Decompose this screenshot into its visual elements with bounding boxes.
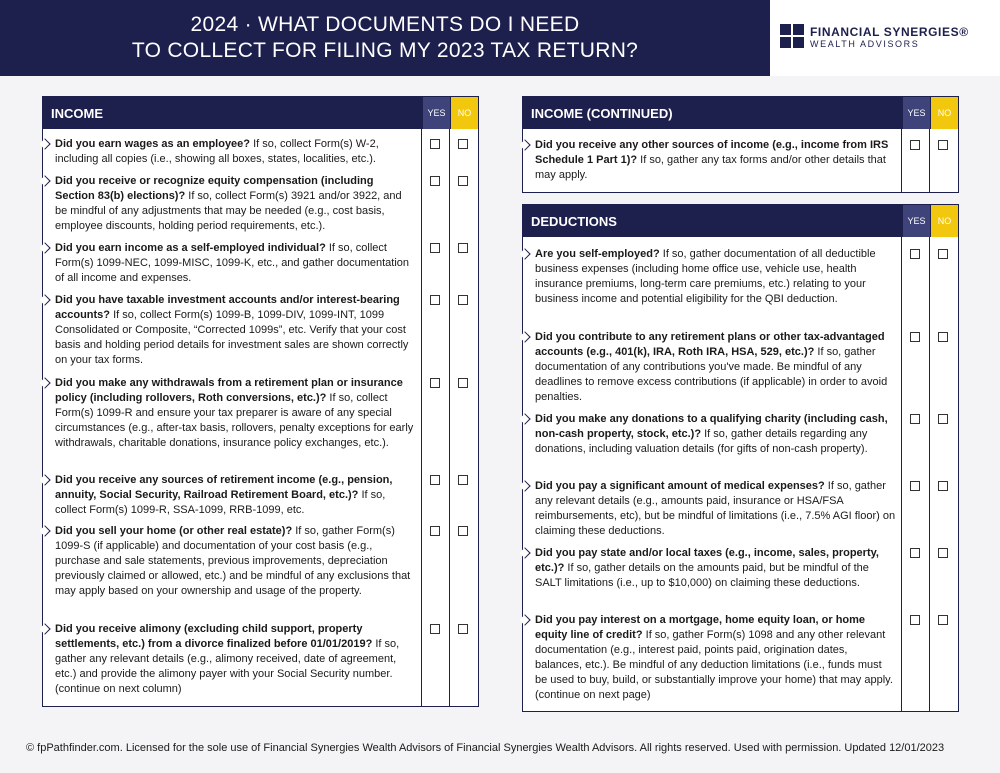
chevron-right-icon <box>39 623 50 634</box>
question-text: Did you have taxable investment accounts and/or interest-bearing accounts? If so, collect Form(s) 1099-B, 1099-DIV, 1099-INT, 1099 Consolidated or Composite, “Corrected 1099s”, etc. Verify that your cost basis and holding period details for investment sales are shown correctly on your tax forms. <box>55 294 409 366</box>
yes-column-header: YES <box>422 97 450 129</box>
chevron-right-icon <box>39 294 50 305</box>
no-column-header: NO <box>930 97 958 129</box>
checklist-item <box>523 479 958 539</box>
deductions-panel <box>522 204 959 712</box>
income-title: INCOME <box>43 97 422 129</box>
yes-checkbox[interactable] <box>430 243 440 253</box>
yes-checkbox[interactable] <box>430 526 440 536</box>
chevron-right-icon <box>39 175 50 186</box>
no-checkbox[interactable] <box>458 243 468 253</box>
question-text: Are you self-employed? If so, gather documentation of all deductible business expenses (including home office use, vehicle use, health insurance premiums, long-term care premiums, etc.) relating to your business income and potential eligibility for the QBI deduction. <box>535 248 876 305</box>
yes-checkbox[interactable] <box>430 295 440 305</box>
question-text: Did you make any withdrawals from a retirement plan or insurance policy (including rollovers, Roth conversions, etc.)? If so, collect Form(s) 1099-R and ensure your tax preparer is aware of any special circumstances (e.g., after-tax basis, rollovers, penalty exceptions for early withdrawals, charitable donations, insurance policy exchanges, etc.). <box>55 377 414 449</box>
logo-squares-icon <box>780 24 804 48</box>
chevron-right-icon <box>519 248 530 259</box>
checklist-item <box>43 622 478 697</box>
no-checkbox[interactable] <box>938 249 948 259</box>
checklist-item <box>43 524 478 599</box>
checklist-item <box>523 412 958 457</box>
yes-column-header: YES <box>902 205 930 237</box>
checklist-item <box>43 174 478 234</box>
yes-checkbox[interactable] <box>910 481 920 491</box>
deductions-header <box>523 205 958 237</box>
checklist-item <box>523 330 958 405</box>
page-title-line-1: 2024 · WHAT DOCUMENTS DO I NEED <box>190 13 580 36</box>
no-checkbox[interactable] <box>458 295 468 305</box>
chevron-right-icon <box>519 139 530 150</box>
chevron-right-icon <box>519 331 530 342</box>
checklist-item <box>523 613 958 703</box>
yes-checkbox[interactable] <box>910 332 920 342</box>
question-text: Did you receive any sources of retirement income (e.g., pension, annuity, Social Security, Railroad Retirement Board, etc.)? If so, collect Form(s) 1099-R, SSA-1099, RRB-1099, etc. <box>55 474 393 516</box>
no-checkbox[interactable] <box>458 176 468 186</box>
chevron-right-icon <box>39 377 50 388</box>
checklist-item <box>523 247 958 307</box>
question-text: Did you receive or recognize equity compensation (including Section 83(b) elections)? If so, collect Form(s) 3921 and/or 3922, and be mindful of any adjustments that may be needed (e.g., cost basis, employee discounts, holding period requirements, etc.). <box>55 175 402 232</box>
chevron-right-icon <box>519 413 530 424</box>
yes-column-header: YES <box>902 97 930 129</box>
yes-checkbox[interactable] <box>430 176 440 186</box>
yes-checkbox[interactable] <box>430 624 440 634</box>
chevron-right-icon <box>39 474 50 485</box>
income-continued-title: INCOME (CONTINUED) <box>523 97 902 129</box>
income-continued-panel <box>522 96 959 193</box>
chevron-right-icon <box>519 614 530 625</box>
no-checkbox[interactable] <box>938 140 948 150</box>
chevron-right-icon <box>519 480 530 491</box>
checklist-item <box>43 293 478 368</box>
checklist-item <box>523 138 958 183</box>
no-checkbox[interactable] <box>938 615 948 625</box>
yes-checkbox[interactable] <box>430 378 440 388</box>
question-text: Did you earn income as a self-employed individual? If so, collect Form(s) 1099-NEC, 1099-MISC, 1099-K, etc., and gather documentation of all income and expenses. <box>55 242 410 284</box>
income-panel <box>42 96 479 707</box>
deductions-title: DEDUCTIONS <box>523 205 902 237</box>
income-list <box>43 129 478 706</box>
chevron-right-icon <box>519 547 530 558</box>
question-text: Did you make any donations to a qualifying charity (including cash, non-cash property, stock, etc.)? If so, gather details regarding any donations, including valuation details (for gifts of non-cash property). <box>535 413 888 455</box>
no-checkbox[interactable] <box>938 414 948 424</box>
chevron-right-icon <box>39 525 50 536</box>
income-continued-list <box>523 129 958 192</box>
company-logo <box>770 0 1000 76</box>
question-text: Did you pay a significant amount of medical expenses? If so, gather any relevant details (e.g., amounts paid, insurance or HSA/FSA reimbursements, etc), but be mindful of limitations (i.e., 7.5% AGI floor) on claiming these deductions. <box>535 480 896 537</box>
no-column-header: NO <box>450 97 478 129</box>
question-text: Did you earn wages as an employee? If so, collect Form(s) W-2, including all copies (i.e., showing all boxes, states, localities, etc.). <box>55 138 379 165</box>
logo-name: FINANCIAL SYNERGIES® <box>810 25 969 39</box>
no-checkbox[interactable] <box>458 475 468 485</box>
question-text: Did you receive any other sources of income (e.g., income from IRS Schedule 1 Part 1)? If so, gather any tax forms and/or other details that may apply. <box>535 139 889 181</box>
no-checkbox[interactable] <box>458 139 468 149</box>
income-panel-header <box>43 97 478 129</box>
no-checkbox[interactable] <box>938 332 948 342</box>
yes-checkbox[interactable] <box>910 249 920 259</box>
question-text: Did you pay state and/or local taxes (e.g., income, sales, property, etc.)? If so, gather details on the amounts paid, but be mindful of the SALT limitations (i.e., up to $10,000) on claiming these deductions. <box>535 547 879 589</box>
page-title-line-2: TO COLLECT FOR FILING MY 2023 TAX RETURN? <box>131 39 639 62</box>
no-checkbox[interactable] <box>938 548 948 558</box>
yes-checkbox[interactable] <box>910 414 920 424</box>
question-text: Did you sell your home (or other real estate)? If so, gather Form(s) 1099-S (if applicable) and documentation of your cost basis (e.g., purchase and sale statements, previous improvements, depreciation previously claimed or allowed, etc.) and be mindful of any exclusions that may apply based on your ownership and usage of the property. <box>55 525 411 597</box>
chevron-right-icon <box>39 138 50 149</box>
question-text: Did you pay interest on a mortgage, home equity loan, or home equity line of credit? If so, gather Form(s) 1098 and any other relevant documentation (e.g., interest paid, points paid, origination dates, balances, etc.). Be mindful of any deduction limitations (i.e., funds must be used to buy, build, or substantially improve your home) that may apply. (continue on next page) <box>535 614 893 701</box>
no-checkbox[interactable] <box>458 624 468 634</box>
yes-checkbox[interactable] <box>430 139 440 149</box>
checklist-item <box>43 376 478 451</box>
chevron-right-icon <box>39 242 50 253</box>
yes-checkbox[interactable] <box>910 548 920 558</box>
question-text: Did you contribute to any retirement plans or other tax-advantaged accounts (e.g., 401(k), IRA, Roth IRA, HSA, 529, etc.)? If so, gather documentation of any contributions you've made. Be mindful of any deadlines to remove excess contributions (if applicable) in order to avoid penalties. <box>535 331 888 403</box>
copyright-footer: © fpPathfinder.com. Licensed for the sole use of Financial Synergies Wealth Advisors of Financial Synergies Wealth Advisors. All rights reserved. Used with permission. Updated 12/01/2023 <box>26 742 945 754</box>
yes-checkbox[interactable] <box>430 475 440 485</box>
checklist-item <box>43 241 478 286</box>
yes-checkbox[interactable] <box>910 140 920 150</box>
no-checkbox[interactable] <box>938 481 948 491</box>
no-checkbox[interactable] <box>458 378 468 388</box>
no-column-header: NO <box>930 205 958 237</box>
logo-subtitle: WEALTH ADVISORS <box>810 39 920 49</box>
income-continued-header <box>523 97 958 129</box>
page-header <box>0 0 770 76</box>
deductions-list <box>523 237 958 711</box>
yes-checkbox[interactable] <box>910 615 920 625</box>
question-text: Did you receive alimony (excluding child support, property settlements, etc.) from a divorce finalized before 01/01/2019? If so, gather any relevant details (e.g., alimony received, date of agreement, etc.) and provide the alimony payer with your Social Security number. (continue on next column) <box>55 623 400 695</box>
checklist-item <box>43 473 478 518</box>
checklist-item <box>43 137 478 167</box>
checklist-item <box>523 546 958 591</box>
no-checkbox[interactable] <box>458 526 468 536</box>
